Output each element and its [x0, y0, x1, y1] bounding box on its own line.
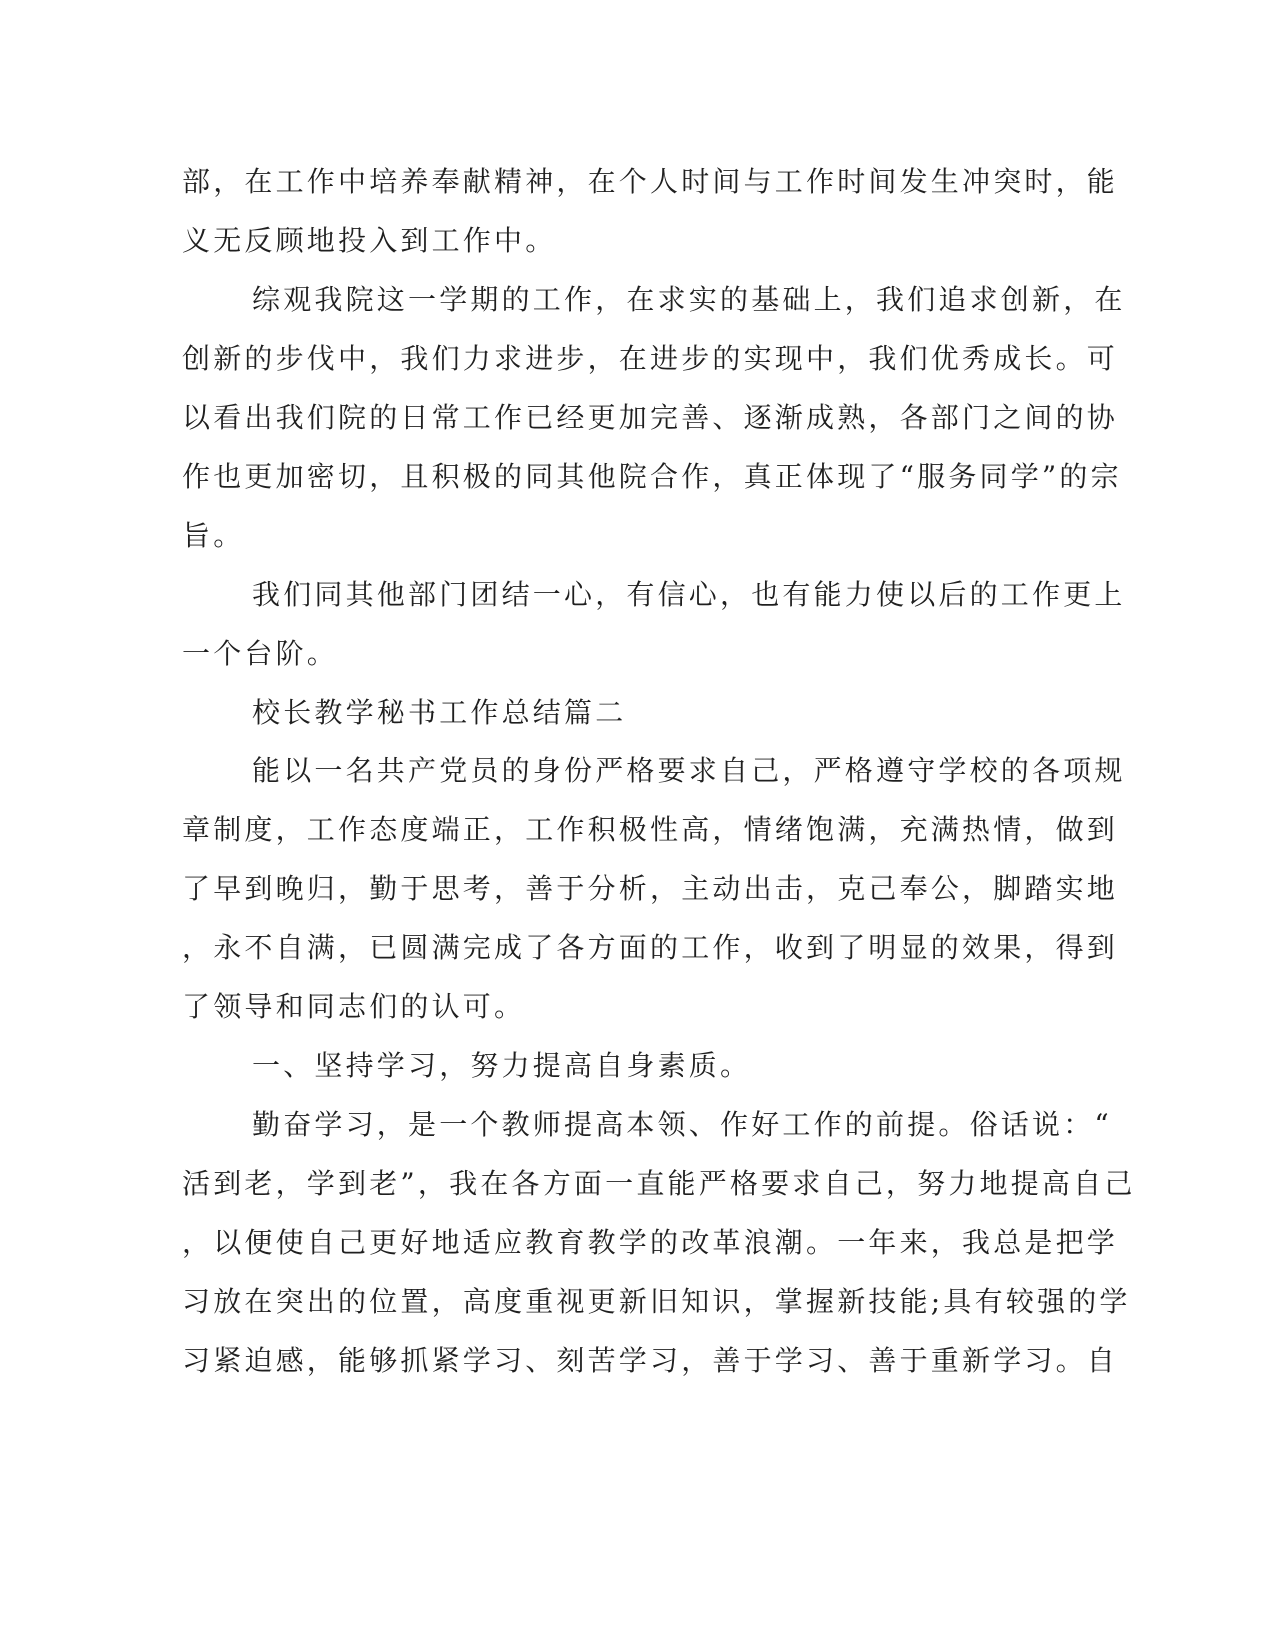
- text-line: 章制度，工作态度端正，工作积极性高，情绪饱满，充满热情，做到: [182, 813, 1119, 846]
- section-heading: 校长教学秘书工作总结篇二: [252, 696, 627, 729]
- text-line: 习紧迫感，能够抓紧学习、刻苦学习，善于学习、善于重新学习。自: [182, 1344, 1119, 1377]
- text-line: 部，在工作中培养奉献精神，在个人时间与工作时间发生冲突时，能: [182, 165, 1119, 198]
- text-line: ，永不自满，已圆满完成了各方面的工作，收到了明显的效果，得到: [182, 931, 1119, 964]
- subsection-heading: 一、坚持学习，努力提高自身素质。: [252, 1049, 752, 1082]
- text-line: 我们同其他部门团结一心，有信心，也有能力使以后的工作更上: [252, 578, 1126, 611]
- text-line: 了早到晚归，勤于思考，善于分析，主动出击，克己奉公，脚踏实地: [182, 872, 1119, 905]
- text-line: 了领导和同志们的认可。: [182, 990, 526, 1023]
- text-line: 习放在突出的位置，高度重视更新旧知识，掌握新技能;具有较强的学: [182, 1285, 1131, 1318]
- text-line: ，以便使自己更好地适应教育教学的改革浪潮。一年来，我总是把学: [182, 1226, 1119, 1259]
- text-line: 作也更加密切，且积极的同其他院合作，真正体现了“服务同学”的宗: [182, 460, 1122, 493]
- text-line: 勤奋学习，是一个教师提高本领、作好工作的前提。俗话说：“: [252, 1108, 1112, 1141]
- text-line: 旨。: [182, 519, 245, 552]
- text-line: 创新的步伐中，我们力求进步，在进步的实现中，我们优秀成长。可: [182, 342, 1119, 375]
- text-line: 以看出我们院的日常工作已经更加完善、逐渐成熟，各部门之间的协: [182, 401, 1119, 434]
- text-line: 综观我院这一学期的工作，在求实的基础上，我们追求创新，在: [252, 283, 1126, 316]
- text-line: 义无反顾地投入到工作中。: [182, 224, 557, 257]
- text-line: 活到老，学到老”，我在各方面一直能严格要求自己，努力地提高自己: [182, 1167, 1136, 1200]
- text-line: 能以一名共产党员的身份严格要求自己，严格遵守学校的各项规: [252, 754, 1126, 787]
- text-line: 一个台阶。: [182, 637, 339, 670]
